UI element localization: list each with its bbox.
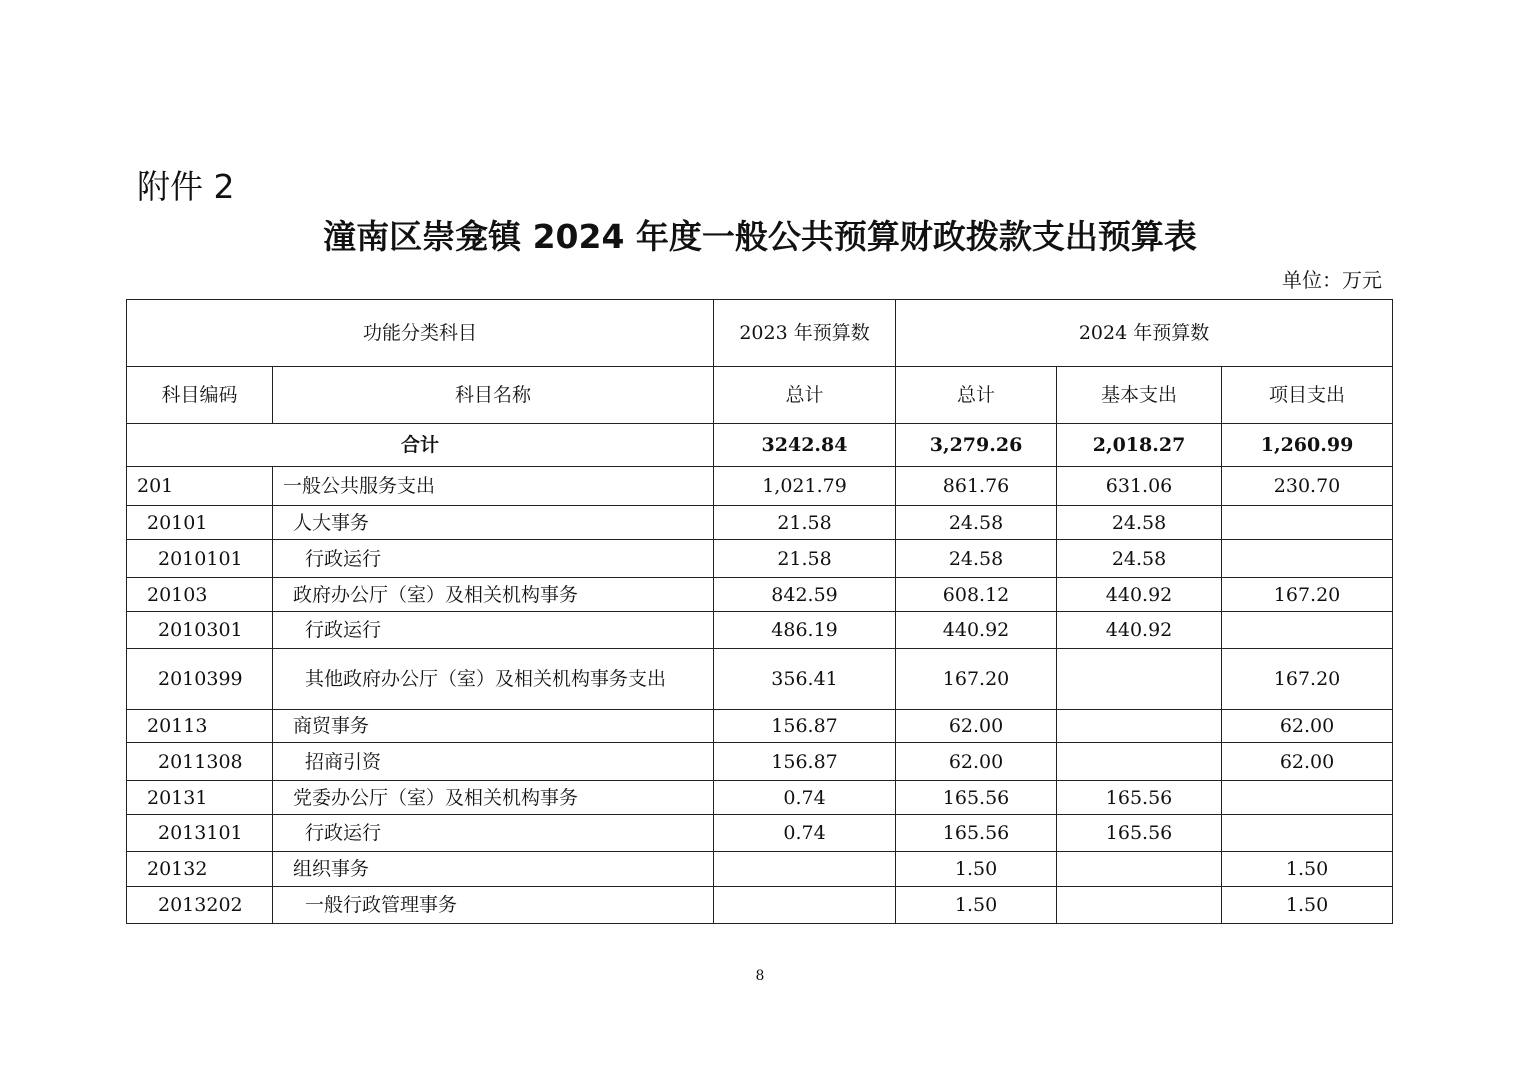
row-total-2023: 0.74 bbox=[714, 781, 896, 815]
total-2023-value: 3242.84 bbox=[714, 424, 896, 467]
row-total-2023: 486.19 bbox=[714, 612, 896, 649]
table-row bbox=[127, 781, 1393, 815]
row-project: 167.20 bbox=[1222, 649, 1393, 710]
row-name: 组织事务 bbox=[273, 852, 714, 887]
row-code: 20132 bbox=[127, 852, 273, 887]
row-total-2024: 62.00 bbox=[896, 710, 1057, 743]
row-total-2023: 356.41 bbox=[714, 649, 896, 710]
row-code: 2010301 bbox=[127, 612, 273, 649]
total-row bbox=[127, 424, 1393, 467]
row-total-2023: 21.58 bbox=[714, 540, 896, 578]
row-total-2024: 608.12 bbox=[896, 578, 1057, 612]
row-total-2024: 165.56 bbox=[896, 781, 1057, 815]
row-code: 20103 bbox=[127, 578, 273, 612]
table-row bbox=[127, 710, 1393, 743]
budget-table bbox=[126, 299, 1393, 924]
row-total-2023: 842.59 bbox=[714, 578, 896, 612]
header-total-2024: 总计 bbox=[896, 367, 1057, 424]
table-row bbox=[127, 887, 1393, 924]
row-name: 一般公共服务支出 bbox=[273, 467, 714, 506]
row-project: 230.70 bbox=[1222, 467, 1393, 506]
row-basic bbox=[1057, 887, 1222, 924]
header-group-row bbox=[127, 300, 1393, 367]
row-basic: 165.56 bbox=[1057, 781, 1222, 815]
row-code: 2010399 bbox=[127, 649, 273, 710]
table-row bbox=[127, 612, 1393, 649]
row-total-2024: 24.58 bbox=[896, 506, 1057, 540]
page-number: 8 bbox=[755, 968, 765, 984]
total-2024-value: 3,279.26 bbox=[896, 424, 1057, 467]
row-project bbox=[1222, 506, 1393, 540]
table-row bbox=[127, 852, 1393, 887]
row-name: 行政运行 bbox=[273, 815, 714, 852]
row-name: 一般行政管理事务 bbox=[273, 887, 714, 924]
header-project: 项目支出 bbox=[1222, 367, 1393, 424]
header-basic: 基本支出 bbox=[1057, 367, 1222, 424]
row-project: 1.50 bbox=[1222, 852, 1393, 887]
row-code: 2013202 bbox=[127, 887, 273, 924]
row-project bbox=[1222, 612, 1393, 649]
row-basic: 440.92 bbox=[1057, 578, 1222, 612]
row-code: 2010101 bbox=[127, 540, 273, 578]
row-project: 62.00 bbox=[1222, 743, 1393, 781]
row-name: 行政运行 bbox=[273, 612, 714, 649]
row-basic: 440.92 bbox=[1057, 612, 1222, 649]
document-title: 潼南区崇龛镇 2024 年度一般公共预算财政拨款支出预算表 bbox=[323, 217, 1197, 256]
row-total-2024: 861.76 bbox=[896, 467, 1057, 506]
table-row bbox=[127, 540, 1393, 578]
row-name: 人大事务 bbox=[273, 506, 714, 540]
table-row bbox=[127, 578, 1393, 612]
row-basic bbox=[1057, 649, 1222, 710]
header-name: 科目名称 bbox=[273, 367, 714, 424]
row-project bbox=[1222, 815, 1393, 852]
row-total-2024: 1.50 bbox=[896, 887, 1057, 924]
header-budget-2024: 2024 年预算数 bbox=[896, 300, 1393, 367]
row-basic bbox=[1057, 710, 1222, 743]
row-name: 党委办公厅（室）及相关机构事务 bbox=[273, 781, 714, 815]
row-basic: 24.58 bbox=[1057, 506, 1222, 540]
total-basic-value: 2,018.27 bbox=[1057, 424, 1222, 467]
row-total-2023: 21.58 bbox=[714, 506, 896, 540]
row-code: 2013101 bbox=[127, 815, 273, 852]
row-project: 167.20 bbox=[1222, 578, 1393, 612]
unit-label: 单位：万元 bbox=[1282, 268, 1382, 292]
row-basic bbox=[1057, 743, 1222, 781]
row-total-2024: 440.92 bbox=[896, 612, 1057, 649]
total-label: 合计 bbox=[127, 424, 714, 467]
row-total-2023: 0.74 bbox=[714, 815, 896, 852]
row-total-2023 bbox=[714, 852, 896, 887]
row-project: 62.00 bbox=[1222, 710, 1393, 743]
row-total-2024: 167.20 bbox=[896, 649, 1057, 710]
header-columns-row bbox=[127, 367, 1393, 424]
table-row bbox=[127, 649, 1393, 710]
row-total-2024: 165.56 bbox=[896, 815, 1057, 852]
row-total-2024: 62.00 bbox=[896, 743, 1057, 781]
row-total-2024: 1.50 bbox=[896, 852, 1057, 887]
row-code: 2011308 bbox=[127, 743, 273, 781]
row-basic bbox=[1057, 852, 1222, 887]
table-row bbox=[127, 743, 1393, 781]
row-total-2023: 156.87 bbox=[714, 743, 896, 781]
row-basic: 165.56 bbox=[1057, 815, 1222, 852]
row-name: 其他政府办公厅（室）及相关机构事务支出 bbox=[273, 649, 714, 710]
row-total-2023 bbox=[714, 887, 896, 924]
header-code: 科目编码 bbox=[127, 367, 273, 424]
total-project-value: 1,260.99 bbox=[1222, 424, 1393, 467]
header-function-category: 功能分类科目 bbox=[127, 300, 714, 367]
table-row bbox=[127, 467, 1393, 506]
row-name: 行政运行 bbox=[273, 540, 714, 578]
row-code: 20131 bbox=[127, 781, 273, 815]
header-budget-2023: 2023 年预算数 bbox=[714, 300, 896, 367]
row-name: 政府办公厅（室）及相关机构事务 bbox=[273, 578, 714, 612]
header-total-2023: 总计 bbox=[714, 367, 896, 424]
row-basic: 24.58 bbox=[1057, 540, 1222, 578]
row-total-2024: 24.58 bbox=[896, 540, 1057, 578]
row-project bbox=[1222, 781, 1393, 815]
row-name: 商贸事务 bbox=[273, 710, 714, 743]
row-total-2023: 156.87 bbox=[714, 710, 896, 743]
row-code: 20101 bbox=[127, 506, 273, 540]
attachment-label: 附件 2 bbox=[137, 167, 235, 206]
row-code: 201 bbox=[127, 467, 273, 506]
row-code: 20113 bbox=[127, 710, 273, 743]
row-name: 招商引资 bbox=[273, 743, 714, 781]
row-total-2023: 1,021.79 bbox=[714, 467, 896, 506]
row-project bbox=[1222, 540, 1393, 578]
row-basic: 631.06 bbox=[1057, 467, 1222, 506]
row-project: 1.50 bbox=[1222, 887, 1393, 924]
table-row bbox=[127, 506, 1393, 540]
table-row bbox=[127, 815, 1393, 852]
